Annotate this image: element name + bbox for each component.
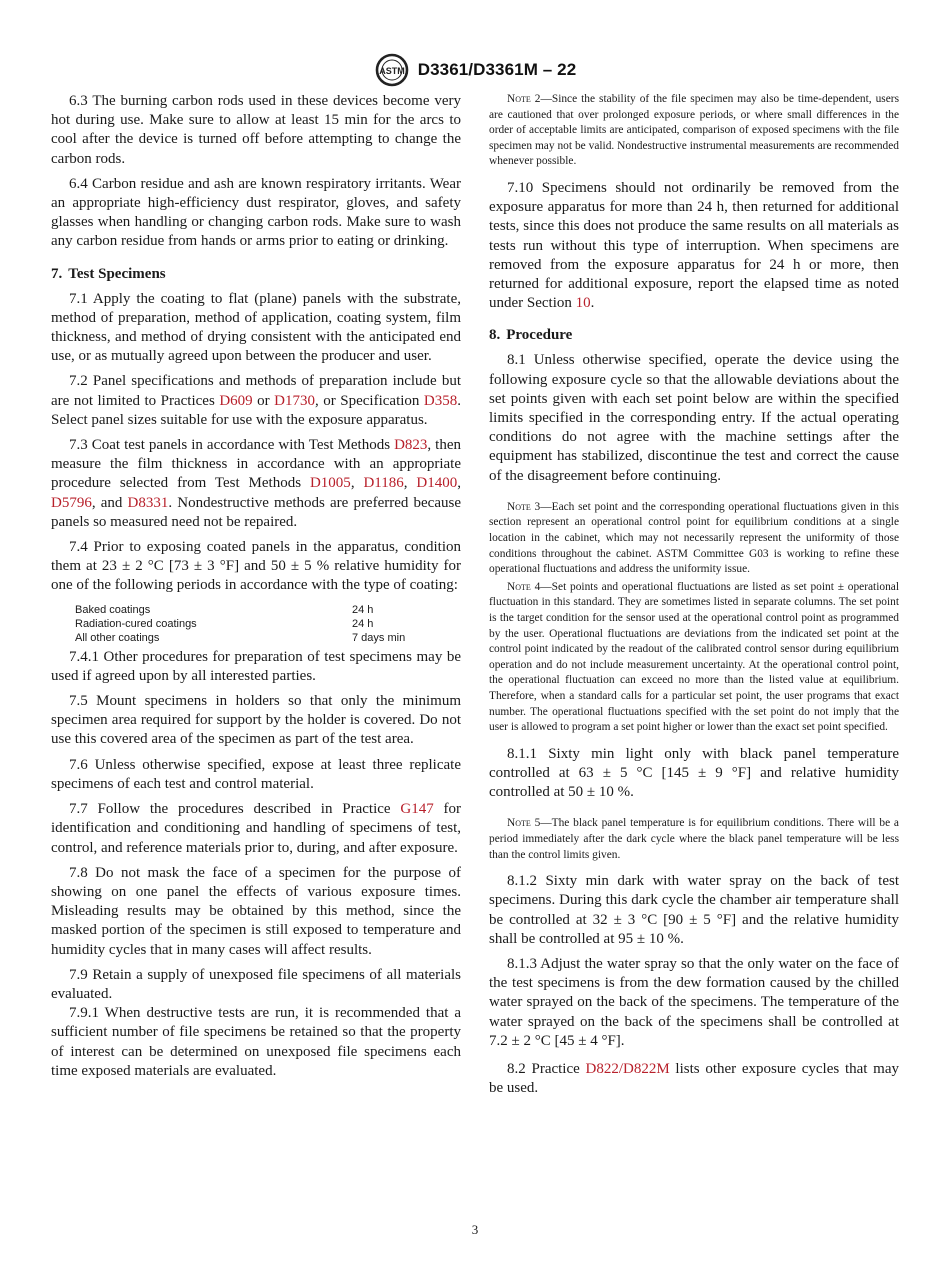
para-7-7: 7.7 Follow the procedures described in Practice G147 for identification and conditioning and handling of specimens of test, control, and reference materials prior to, during, and after exposure. — [51, 801, 461, 856]
page-number: 3 — [471, 1222, 479, 1237]
para-6-4: 6.4 Carbon residue and ash are known respiratory irritants. Wear an appropriate high-efficiency dust respirator, gloves, and safety glasses when handling or changing carbon rods. Make sure to wash any carbon residue from hands or arms prior to eating or drinking. — [51, 175, 461, 250]
period-value: 24 h — [352, 603, 374, 616]
para-7-1: 7.1 Apply the coating to flat (plane) panels with the substrate, method of preparation, method of application, coating system, film thickness, and method of drying consistent with the anticipated end use, or as mutually agreed upon between the producer and user. — [51, 290, 461, 365]
para-8-1-3: 8.1.3 Adjust the water spray so that the only water on the face of the test specimens is from the dew formation caused by the chilled water sprayed on the back of the specimens. The temperature of the water sprayed on the back of the specimens shall be controlled at 7.2 ± 2 °C [45 ± 4 °F]. — [489, 955, 899, 1049]
section-title: Procedure — [506, 327, 573, 344]
para-7-8: 7.8 Do not mask the face of a specimen for the purpose of showing on one panel the effects of various exposure times. Misleading results may be obtained by this method, since the masked portion of the specimen is still exposed to temperature and humidity cycles that in many cases will affect results. — [51, 864, 461, 958]
ref-link-d1005[interactable]: D1005 — [309, 475, 351, 492]
note-label: Note 3 — [507, 500, 541, 513]
astm-logo-icon — [374, 53, 410, 87]
ref-link-section-10[interactable]: 10 — [575, 295, 591, 312]
para-6-3: 6.3 The burning carbon rods used in these devices become very hot during use. Make sure to allow at least 15 min for the arcs to cool after the device is turned off before attempting to change the carbon rods. — [51, 93, 461, 167]
section-title: Test Specimens — [68, 265, 166, 282]
section-8-heading — [489, 327, 899, 344]
note-3: Note 3—Each set point and the corresponding operational fluctuations given in this section represent an operational control point for equilibrium conditions at a single location in the cabinet, which may not necessarily represent the uniformity of those conditions throughout the cabinet. ASTM Committee G03 is working to refine these operational fluctuations and address the uniformity issue. — [489, 500, 899, 576]
para-7-2: 7.2 Panel specifications and methods of preparation include but are not limited to Practices D609 or D1730, or Specification D358. Select panel sizes suitable for use with the exposure apparatus. — [51, 373, 462, 428]
ref-link-d822[interactable]: D822/D822M — [585, 1060, 670, 1077]
standard-designation: D3361/D3361M – 22 — [417, 60, 577, 79]
para-7-4-1: 7.4.1 Other procedures for preparation of test specimens may be used if agreed upon by all interested parties. — [51, 648, 461, 684]
note-label: Note 2 — [507, 93, 541, 105]
logo-text: ASTM — [378, 66, 405, 76]
ref-link-d8331[interactable]: D8331 — [127, 494, 169, 511]
para-7-9-1: 7.9.1 When destructive tests are run, it is recommended that a sufficient number of file specimens be retained so that the property of interest can be determined on unexposed file specimens each time exposed materials are evaluated. — [51, 1005, 461, 1079]
ref-link-d358[interactable]: D358 — [423, 392, 458, 409]
note-4: Note 4—Set points and operational fluctuations are listed as set point ± operational fluctuation in this standard. They are sometimes listed in separate columns. The set point is the target condition for the sensor used at the operational control point as programmed by the user. Operational fluctuations are deviations from the indicated set point at the control point indicated by the readout of the calibrated control sensor during equilibrium operation and do not include measurement uncertainty. At the operational control point, the operational fluctuation can exceed no more than the listed value at equilibrium. Therefore, when a standard calls for a particular set point, the user programs that exact number. The operational fluctuations specified with the set point do not imply that the user is allowed to program a set point higher or lower than the exact set point specified. — [489, 580, 899, 734]
period-label: Baked coatings — [75, 603, 151, 616]
period-value: 7 days min — [352, 631, 406, 644]
note-label: Note 5 — [507, 817, 541, 830]
table-row — [75, 617, 435, 631]
period-label: Radiation-cured coatings — [75, 617, 197, 630]
table-row — [75, 631, 435, 645]
period-value: 24 h — [352, 617, 374, 630]
para-7-6: 7.6 Unless otherwise specified, expose at least three replicate specimens of each test and control material. — [51, 756, 461, 792]
para-7-9: 7.9 Retain a supply of unexposed file specimens of all materials evaluated. — [51, 966, 461, 1002]
ref-link-d823[interactable]: D823 — [394, 437, 428, 454]
ref-link-d1400[interactable]: D1400 — [416, 475, 458, 492]
note-2: Note 2—Since the stability of the file specimen may also be time-dependent, users are cautioned that over prolonged exposure periods, or where small differences in the order of acceptable limits are anticipated, comparison of exposed specimens with the file specimen may not be valid. Nondestructive instrumental measurements are recommended whenever possible. — [489, 93, 899, 168]
para-8-2: 8.2 Practice D822/D822M lists other exposure cycles that may be used. — [489, 1060, 899, 1097]
para-8-1-2: 8.1.2 Sixty min dark with water spray on the back of test specimens. During this dark cycle the chamber air temperature shall be controlled at 32 ± 3 °C [90 ± 5 °F] and the relative humidity shall be controlled at 95 ± 10 %. — [489, 873, 899, 947]
right-column — [489, 92, 899, 1098]
ref-link-d1730[interactable]: D1730 — [274, 392, 316, 409]
para-7-10: 7.10 Specimens should not ordinarily be removed from the exposure apparatus for more than 24 h, then returned for additional tests, since this does not produce the same results on all materials as tests run without this type of interruption. When specimens are removed from the exposure apparatus for 24 h or more, then returned for additional exposure, report the elapsed time as noted under Section 10. — [489, 179, 899, 312]
ref-link-d609[interactable]: D609 — [219, 392, 253, 409]
period-label: All other coatings — [75, 631, 160, 644]
left-column — [51, 92, 461, 1081]
note-label: Note 4 — [507, 580, 541, 593]
ref-link-d5796[interactable]: D5796 — [51, 494, 92, 511]
section-number: 7. — [51, 265, 63, 282]
page-header — [0, 52, 950, 88]
para-8-1: 8.1 Unless otherwise specified, operate the device using the following exposure cycle so that the allowable deviations about the set points given with each set point below are within the specified limits specified in the corresponding entry. If the actual operating conditions do not agree with the machine settings after the equipment has stabilized, discontinue the test and correct the cause of the disagreement before continuing. — [489, 352, 899, 484]
note-5: Note 5—The black panel temperature is for equilibrium conditions. There will be a period immediately after the dark cycle where the black panel temperature will be less than the control limits given. — [489, 817, 899, 861]
ref-link-g147[interactable]: G147 — [400, 801, 434, 818]
para-7-4: 7.4 Prior to exposing coated panels in the apparatus, condition them at 23 ± 2 °C [73 ± 3 °F] and 50 ± 5 % relative humidity for one of the following periods in accordance with the type of coating: — [51, 539, 461, 594]
para-7-3: 7.3 Coat test panels in accordance with Test Methods D823, then measure the film thickness in accordance with an appropriate procedure selected from Test Methods D1005, D1186, D1400, D5796, and D8331. Nondestructive methods are preferred because panels so measured need not be repaired. — [51, 437, 462, 530]
section-7-heading — [51, 266, 461, 283]
conditioning-period-table — [75, 603, 435, 645]
section-number: 8. — [489, 327, 501, 344]
table-row — [75, 603, 435, 617]
para-7-5: 7.5 Mount specimens in holders so that only the minimum specimen area required for support by the holder is covered. Do not use this covered area of the specimen as part of the test area. — [51, 693, 461, 748]
ref-link-d1186[interactable]: D1186 — [363, 475, 404, 492]
para-8-1-1: 8.1.1 Sixty min light only with black panel temperature controlled at 63 ± 5 °C [145 ± 9 °F] and relative humidity controlled at 50 ± 10 %. — [489, 745, 899, 801]
